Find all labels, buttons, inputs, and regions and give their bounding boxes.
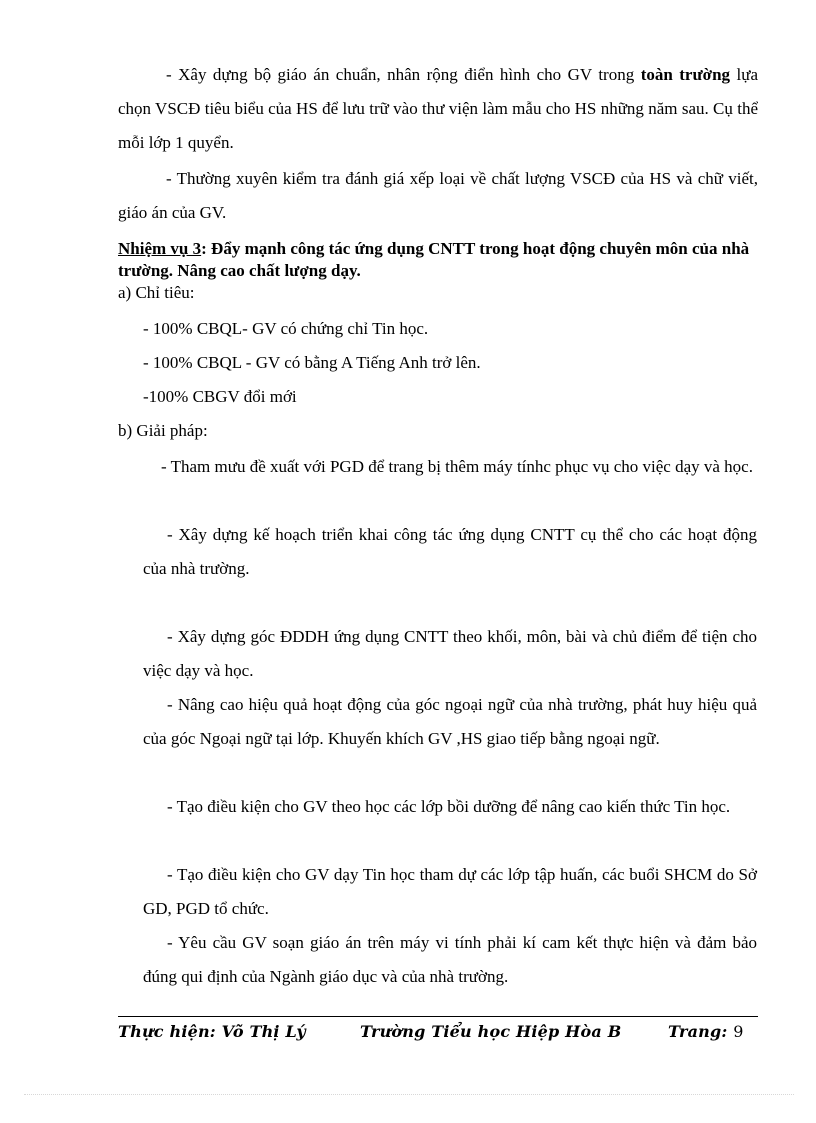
target-item: - 100% CBQL - GV có bằng A Tiếng Anh trở lên.: [143, 353, 481, 372]
footer-author: Thực hiện: Võ Thị Lý: [118, 1022, 306, 1041]
bold-phrase: toàn trường: [640, 65, 731, 84]
paragraph-build-lesson-plans: [118, 58, 758, 160]
task-heading-label: Nhiệm vụ 3: [118, 239, 202, 258]
footer-page: [668, 1022, 744, 1041]
paragraph-text: - Xây dựng bộ giáo án chuẩn, nhân rộng điển hình cho GV trong: [166, 65, 641, 84]
paragraph-text: lựa chọn VSCĐ tiêu biểu của HS để lưu trữ vào thư viện làm mẫu cho HS những năm sau. Cụ thể mỗi lớp 1 quyển.: [118, 65, 758, 152]
footer-page-label: Trang:: [668, 1022, 728, 1041]
solution-item: - Nâng cao hiệu quả hoạt động của góc ngoại ngữ của nhà trường, phát huy hiệu quả của góc Ngoại ngữ tại lớp. Khuyến khích GV ,HS giao tiếp bằng ngoại ngữ.: [143, 695, 757, 748]
page-bottom-dotted-rule: [24, 1094, 794, 1095]
target-item: - 100% CBQL- GV có chứng chỉ Tin học.: [143, 319, 429, 338]
solutions-title: b) Giải pháp:: [118, 421, 208, 440]
targets-title: a) Chỉ tiêu:: [118, 283, 195, 302]
target-item: -100% CBGV đổi mới: [143, 387, 297, 406]
solution-item: - Xây dựng góc ĐDDH ứng dụng CNTT theo khối, môn, bài và chủ điểm để tiện cho việc dạy và học.: [143, 627, 757, 680]
task-heading-text: : Đẩy mạnh công tác ứng dụng CNTT trong hoạt động chuyên môn của nhà trường. Nâng cao chất lượng dạy.: [118, 239, 750, 280]
footer-school: Trường Tiểu học Hiệp Hòa B: [360, 1022, 622, 1041]
solution-item: - Yêu cầu GV soạn giáo án trên máy vi tính phải kí cam kết thực hiện và đảm bảo đúng qui định của Ngành giáo dục và của nhà trường.: [143, 933, 757, 986]
solution-item: - Tạo điều kiện cho GV theo học các lớp bồi dưỡng để nâng cao kiến thức Tin học.: [167, 797, 731, 816]
task-heading: [118, 238, 758, 282]
solution-item: - Xây dựng kế hoạch triển khai công tác ứng dụng CNTT cụ thể cho các hoạt động của nhà trường.: [143, 525, 757, 578]
footer-page-number: 9: [733, 1022, 744, 1041]
solution-item: - Tham mưu đề xuất với PGD để trang bị thêm máy tínhc phục vụ cho việc dạy và học.: [161, 457, 753, 476]
solution-item: - Tạo điều kiện cho GV dạy Tin học tham dự các lớp tập huấn, các buổi SHCM do Sở GD, PGD tổ chức.: [143, 865, 757, 918]
footer-divider: [118, 1016, 758, 1017]
paragraph-regular-inspection: - Thường xuyên kiểm tra đánh giá xếp loại về chất lượng VSCĐ của HS và chữ viết, giáo án của GV.: [118, 169, 758, 222]
